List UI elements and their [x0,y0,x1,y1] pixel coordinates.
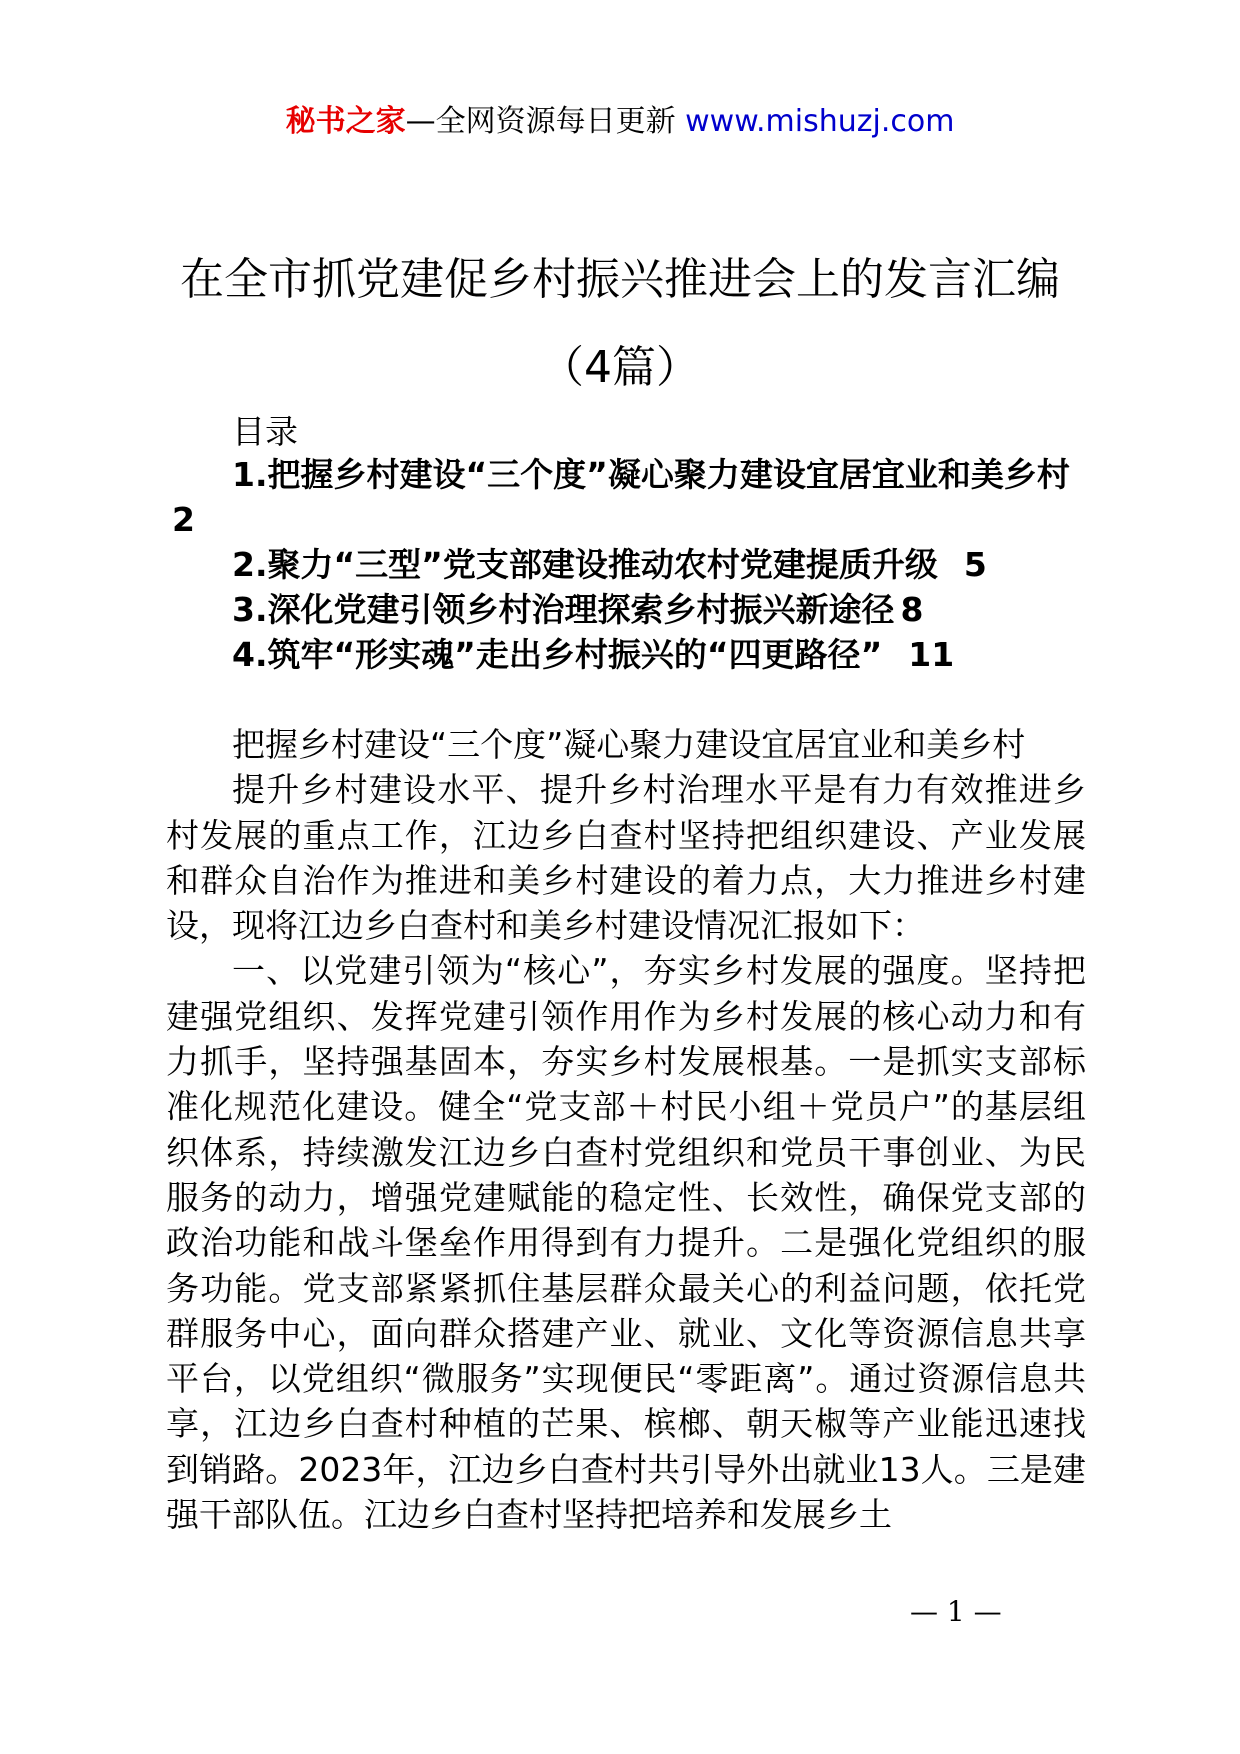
toc-item-title: 4.筑牢“形实魂”走出乡村振兴的“四更路径” [232,635,883,674]
site-url-link[interactable]: www.mishuzj.com [685,104,955,139]
table-of-contents [166,452,1086,677]
toc-item[interactable] [166,632,1086,677]
toc-heading: 目录 [232,412,298,451]
article-body [166,722,1086,1537]
toc-item[interactable] [166,542,1086,587]
toc-item[interactable] [166,587,1086,632]
toc-item-title: 3.深化党建引领乡村治理探索乡村振兴新途径 [232,590,895,629]
toc-item-page: 2 [172,500,195,539]
page-number: — 1 — [910,1595,1002,1628]
toc-item-page: 11 [908,635,955,674]
article-heading: 把握乡村建设“三个度”凝心聚力建设宜居宜业和美乡村 [232,725,1026,764]
toc-item-page: 8 [900,590,924,629]
site-header [0,102,1240,142]
header-tagline: —全网资源每日更新 [405,104,676,139]
brand-name: 秘书之家 [285,104,406,139]
toc-item-title: 2.聚力“三型”党支部建设推动农村党建提质升级 [232,545,938,584]
article-paragraph: 提升乡村建设水平、提升乡村治理水平是有力有效推进乡村发展的重点工作，江边乡白查村坚持把组织建设、产业发展和群众自治作为推进和美乡村建设的着力点，大力推进乡村建设，现将江边乡白查村和美乡村建设情况汇报如下： [166,770,1086,946]
toc-item[interactable] [166,452,1086,542]
article-paragraph: 一、以党建引领为“核心”，夯实乡村发展的强度。坚持把建强党组织、发挥党建引领作用作为乡村发展的核心动力和有力抓手，坚持强基固本，夯实乡村发展根基。一是抓实支部标准化规范化建设。健全“党支部＋村民小组＋党员户”的基层组织体系，持续激发江边乡白查村党组织和党员干事创业、为民服务的动力，增强党建赋能的稳定性、长效性，确保党支部的政治功能和战斗堡垒作用得到有力提升。二是强化党组织的服务功能。党支部紧紧抓住基层群众最关心的利益问题，依托党群服务中心，面向群众搭建产业、就业、文化等资源信息共享平台，以党组织“微服务”实现便民“零距离”。通过资源信息共享，江边乡白查村种植的芒果、槟榔、朝天椒等产业能迅速找到销路。2023年，江边乡白查村共引导外出就业13人。三是建强干部队伍。江边乡白查村坚持把培养和发展乡土 [166,951,1086,1535]
document-title: 在全市抓党建促乡村振兴推进会上的发言汇编（4篇） [180,254,1060,393]
toc-item-page: 5 [963,545,987,584]
toc-item-title: 1.把握乡村建设“三个度”凝心聚力建设宜居宜业和美乡村 [232,455,1070,494]
